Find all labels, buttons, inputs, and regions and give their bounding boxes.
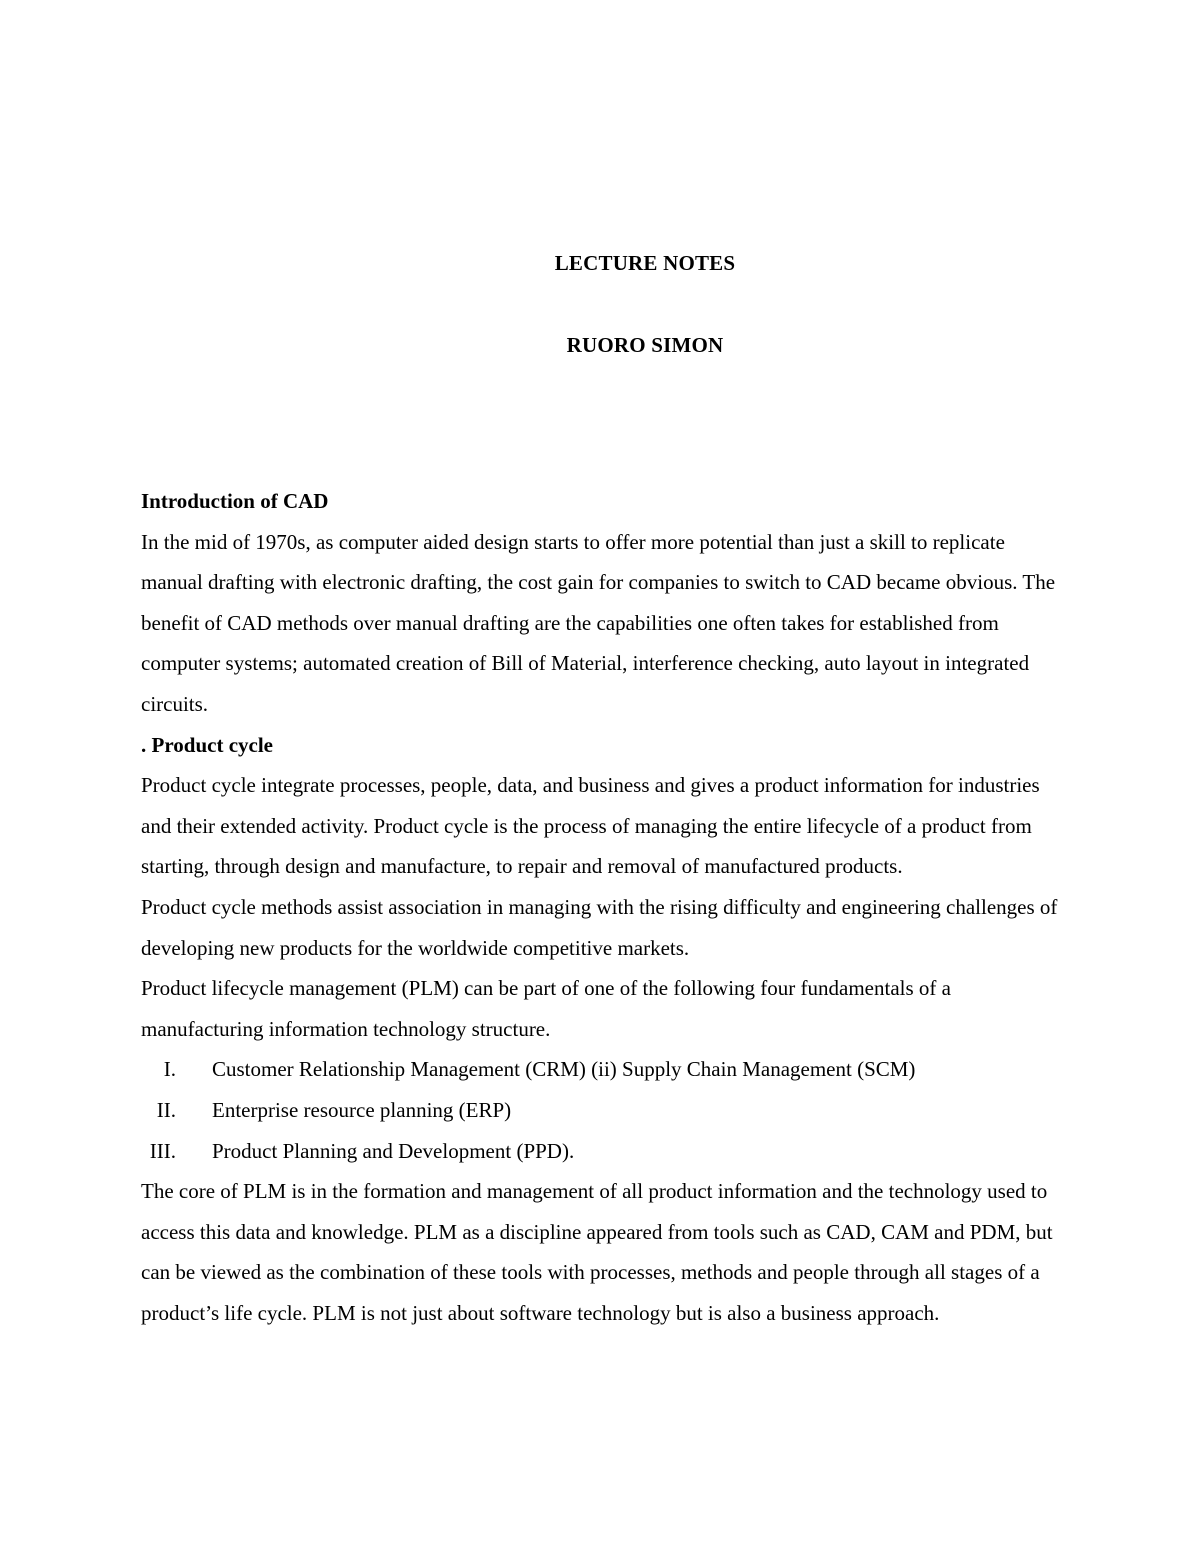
document-author: RUORO SIMON	[566, 333, 724, 357]
paragraph-product-cycle-1: Product cycle integrate processes, people, data, and business and gives a product information for industries and their extended activity. Product cycle is the process of managing the entire lifecycle of a product from starting, through design and manufacture, to repair and removal of manufactured products.	[141, 773, 1040, 879]
list-item-text: Customer Relationship Management (CRM) (ii) Supply Chain Management (SCM)	[212, 1057, 916, 1082]
list-item	[141, 1090, 1071, 1131]
paragraph-product-cycle-3: Product lifecycle management (PLM) can be part of one of the following four fundamentals of a manufacturing information technology structure.	[141, 976, 951, 1041]
paragraph-intro-cad: In the mid of 1970s, as computer aided design starts to offer more potential than just a skill to replicate manual drafting with electronic drafting, the cost gain for companies to switch to CAD became obvious. The benefit of CAD methods over manual drafting are the capabilities one often takes for established from computer systems; automated creation of Bill of Material, interference checking, auto layout in integrated circuits.	[141, 529, 1056, 716]
list-item-text: Product Planning and Development (PPD).	[212, 1138, 575, 1163]
list-item	[141, 1131, 1071, 1172]
list-item-text: Enterprise resource planning (ERP)	[212, 1097, 512, 1122]
fundamentals-list	[141, 1049, 1071, 1171]
list-marker: I.	[163, 1057, 176, 1082]
section-heading-intro-cad: Introduction of CAD	[141, 489, 329, 513]
document-title: LECTURE NOTES	[554, 251, 736, 275]
list-marker: II.	[156, 1097, 176, 1122]
section-heading-product-cycle: . Product cycle	[141, 732, 273, 757]
paragraph-product-cycle-2: Product cycle methods assist association in managing with the rising difficulty and engineering challenges of developing new products for the worldwide competitive markets.	[141, 894, 1058, 960]
list-marker: III.	[149, 1138, 176, 1163]
paragraph-plm-core: The core of PLM is in the formation and management of all product information and the technology used to access this data and knowledge. PLM as a discipline appeared from tools such as CAD, CAM and PDM, but can be viewed as the combination of these tools with processes, methods and people through all stages of a product’s life cycle. PLM is not just about software technology but is also a business approach.	[141, 1179, 1053, 1325]
document-body	[141, 481, 1071, 1333]
list-item	[141, 1049, 1071, 1090]
